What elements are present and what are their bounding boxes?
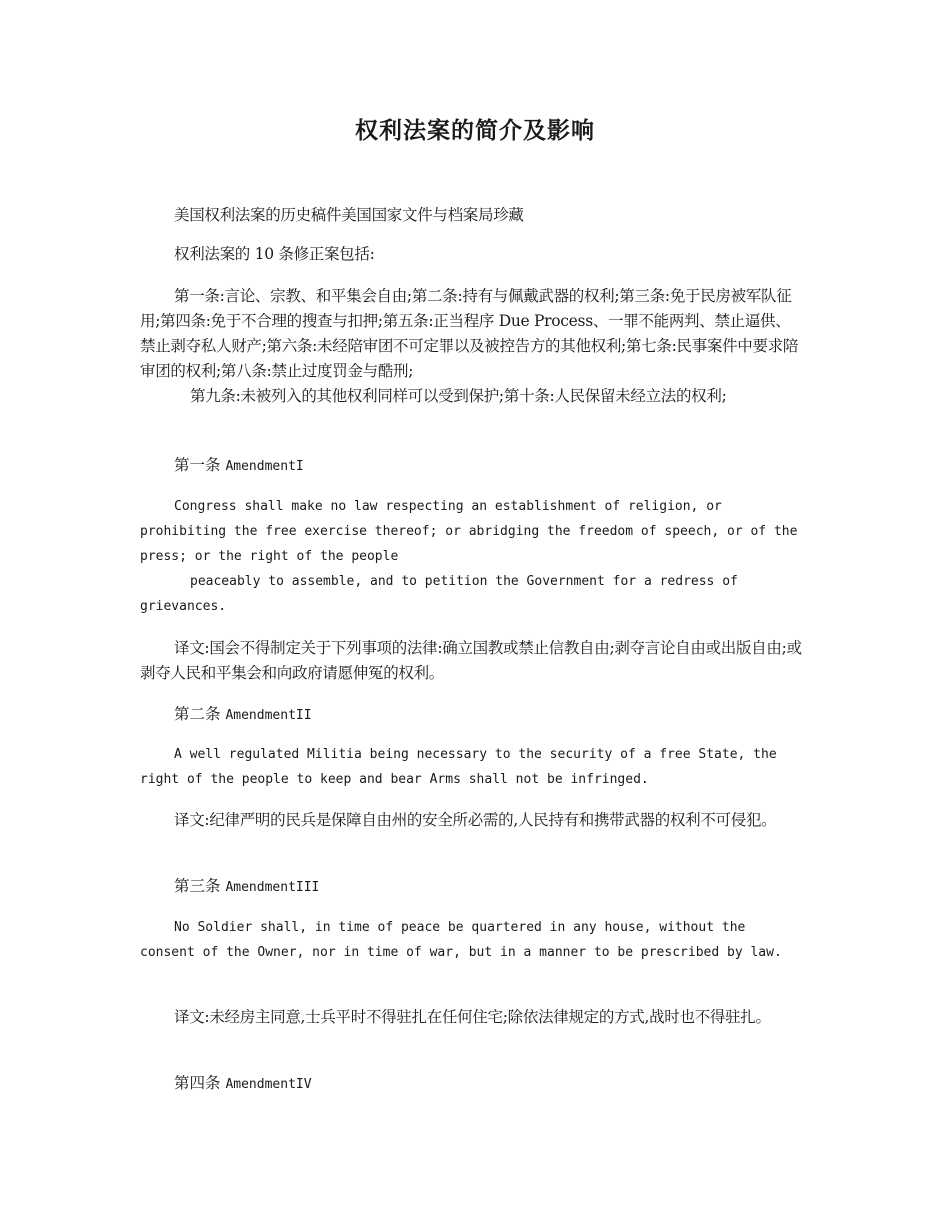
intro-count-line: 权利法案的 10 条修正案包括: [174,245,375,263]
amendment-translation: 译文:未经房主同意,士兵平时不得驻扎在任何住宅;除依法律规定的方式,战时也不得驻扎。 [174,1008,771,1026]
amendment-heading: 第二条 AmendmentII [174,705,312,723]
amendment-heading: 第一条 AmendmentI [174,456,304,474]
intro-source-line: 美国权利法案的历史稿件美国国家文件与档案局珍藏 [174,206,524,224]
amendment-heading: 第三条 AmendmentIII [174,877,320,895]
summary-text-1: 第一条:言论、宗教、和平集会自由;第二条:持有与佩戴武器的权利;第三条:免于民房被军队征用;第四条:免于不合理的搜查与扣押;第五条:正当程序 Due Process、一罪不能两判、禁止逼供、禁止剥夺私人财产;第六条:未经陪审团不可定罪以及被控告方的其他权利;第七条:民事案件中要求陪审团的权利;第八条:禁止过度罚金与酷刑; [140,287,799,380]
amendment-text-en: No Soldier shall, in time of peace be quartered in any house, without the consent of the Owner, nor in time of war, but in a manner to be prescribed by law. [140,920,782,960]
amendment-translation: 译文:纪律严明的民兵是保障自由州的安全所必需的,人民持有和携带武器的权利不可侵犯。 [174,811,777,829]
page-title: 权利法案的简介及影响 [355,117,595,144]
amendment-text-en: Congress shall make no law respecting an establishment of religion, or prohibiting the free exercise thereof; or abridging the freedom of speech, or of the press; or the right of the people peaceably to assemble, and to petition the Government for a redress of grievances. [140,499,798,614]
amendment-translation: 译文:国会不得制定关于下列事项的法律:确立国教或禁止信教自由;剥夺言论自由或出版自由;或剥夺人民和平集会和向政府请愿伸冤的权利。 [140,639,802,682]
summary-text-2: 第九条:未被列入的其他权利同样可以受到保护;第十条:人民保留未经立法的权利; [190,387,727,405]
amendment-heading: 第四条 AmendmentIV [174,1074,312,1092]
summary-paragraph [140,284,805,409]
amendment-text-en: A well regulated Militia being necessary to the security of a free State, the right of the people to keep and bear Arms shall not be infringed. [140,747,777,787]
